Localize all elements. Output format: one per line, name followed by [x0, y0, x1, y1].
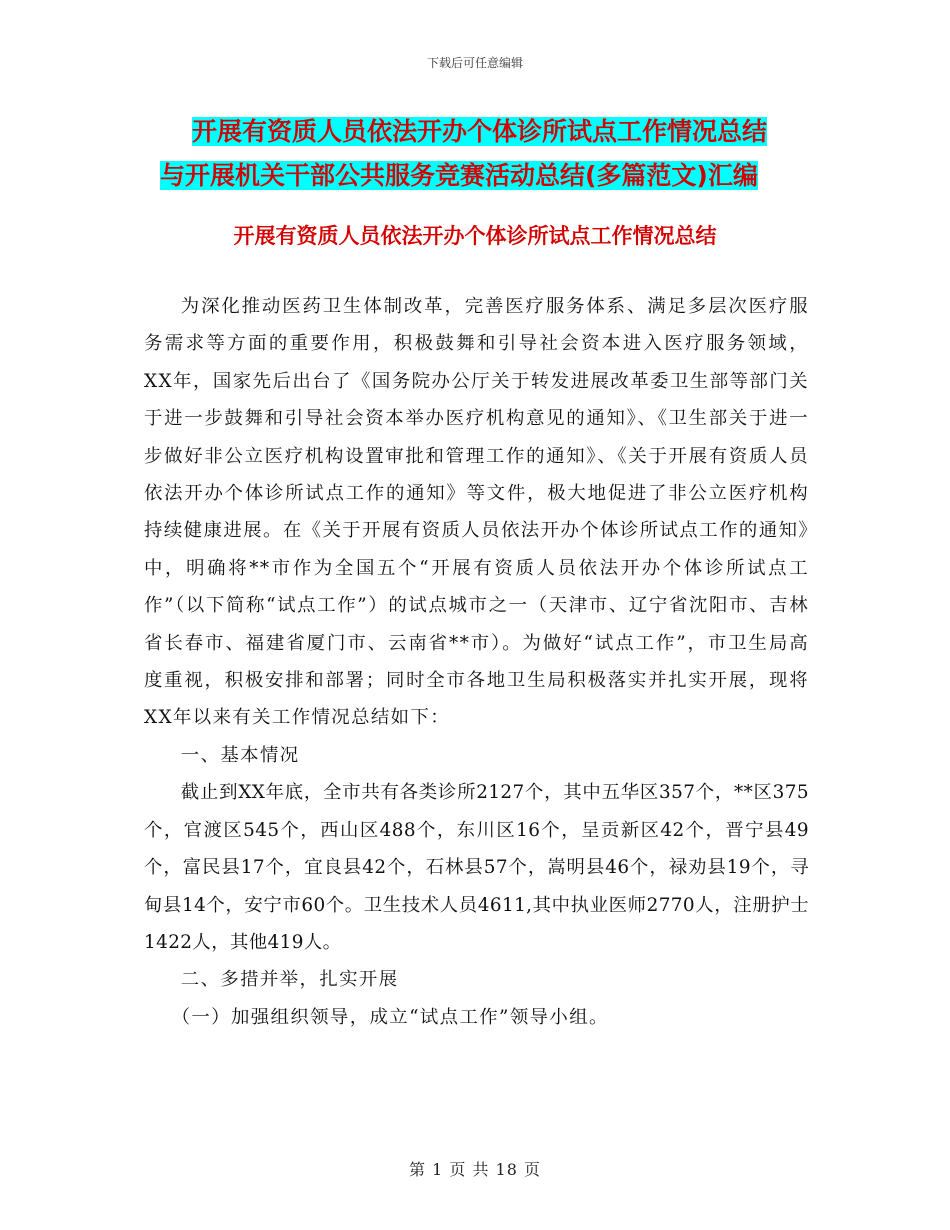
- title-line-2-text: 与开展机关干部公共服务竞赛活动总结(多篇范文)汇编: [160, 161, 758, 190]
- document-body: [144, 288, 809, 1036]
- section-title: 开展有资质人员依法开办个体诊所试点工作情况总结: [233, 224, 717, 248]
- page-footer: 第 1 页 共 18 页: [409, 1160, 541, 1179]
- header-note: 下载后可任意编辑: [426, 56, 523, 70]
- paragraph-intro: 为深化推动医药卫生体制改革，完善医疗服务体系、满足多层次医疗服务需求等方面的重要作用，积极鼓舞和引导社会资本进入医疗服务领域， XX年，国家先后出台了《国务院办公厅关于转发进展改革委卫生部等部门关于进一步鼓舞和引导社会资本举办医疗机构意见的通知》、《卫生部关于进一步做好非公立医疗机构设置审批和管理工作的通知》、《关于开展有资质人员依法开办个体诊所试点工作的通知》等文件，极大地促进了非公立医疗机构持续健康进展。在《关于开展有资质人员依法开办个体诊所试点工作的通知》中，明确将**市作为全国五个“开展有资质人员依法开办个体诊所试点工作”（以下简称“试点工作”）的试点城市之一（天津市、辽宁省沈阳市、吉林省长春市、福建省厦门市、云南省**市）。为做好“试点工作”，市卫生局高度重视，积极安排和部署；同时全市各地卫生局积极落实并扎实开展，现将XX年以来有关工作情况总结如下：: [144, 296, 809, 729]
- title-line-2: [160, 154, 810, 198]
- heading-measures: 二、多措并举，扎实开展: [180, 969, 399, 991]
- title-line-1: [160, 110, 810, 154]
- subheading-organization: （一）加强组织领导，成立“试点工作”领导小组。: [171, 1006, 609, 1028]
- document-title: [160, 110, 810, 198]
- paragraph-statistics: 截止到XX年底，全市共有各类诊所2127个，其中五华区357个，**区375个，官渡区545个，西山区488个，东川区16个，呈贡新区42个，晋宁县49个，富民县17个，宜良县42个，石林县57个，嵩明县46个，禄劝县19个，寻甸县14个，安宁市60个。卫生技术人员4611,其中执业医师2770人，注册护士1422人，其他419人。: [144, 782, 809, 953]
- heading-basic-situation: 一、基本情况: [180, 744, 300, 766]
- title-line-1-text: 开展有资质人员依法开办个体诊所试点工作情况总结: [192, 117, 768, 146]
